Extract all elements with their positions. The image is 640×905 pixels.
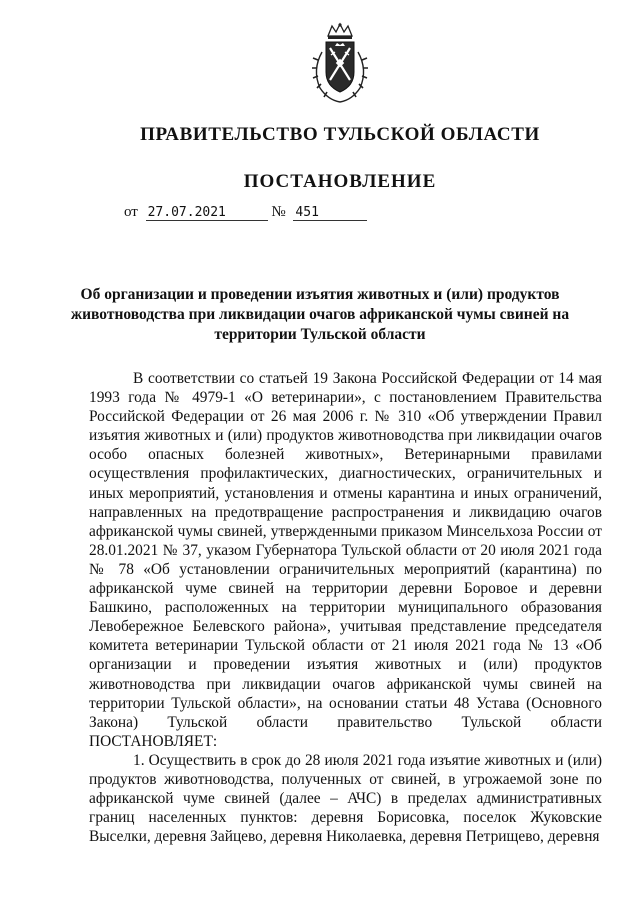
date-label: от bbox=[124, 204, 138, 220]
preamble-paragraph: В соответствии со статьей 19 Закона Российской Федерации от 14 мая 1993 года № 4979-1 «О ветеринарии», с постановлением Правительства Российской Федерации от 26 мая 2006 г. № 310 «Об утверждении Правил изъятия животных и (или) продуктов животноводства при ликвидации очагов особо опасных болезней животных», Ветеринарными правилами осуществления профилактических, диагностических, ограничительных и иных мероприятий, установления и отмены карантина и иных ограничений, направленных на предотвращение распространения и ликвидацию очагов африканской чумы свиней, утвержденными приказом Минсельхоза России от 28.01.2021 № 37, указом Губернатора Тульской области от 20 июля 2021 года № 78 «Об установлении ограничительных мероприятий (карантина) по африканской чуме свиней на территории деревни Боровое и деревни Башкино, расположенных на территории муниципального образования Левобережное Белевского района», учитывая представление председателя комитета ветеринарии Тульской области от 21 июля 2021 года № 13 «Об организации и проведении изъятия животных и (или) продуктов животноводства при ликвидации очагов африканской чумы свиней на территории Тульской области», на основании статьи 48 Устава (Основного Закона) Тульской области правительство Тульской области ПОСТАНОВЛЯЕТ: bbox=[89, 370, 602, 750]
number-value: 451 bbox=[293, 205, 367, 221]
date-value: 27.07.2021 bbox=[146, 205, 268, 221]
coat-of-arms-icon bbox=[308, 22, 372, 104]
number-label: № bbox=[271, 204, 286, 220]
date-number-line bbox=[124, 204, 367, 221]
item-1-paragraph: 1. Осуществить в срок до 28 июля 2021 года изъятие животных и (или) продуктов животноводства, полученных от свиней, в угрожаемой зоне по африканской чуме свиней (далее – АЧС) в пределах административных границ населенных пунктов: деревня Борисовка, поселок Жуковские Выселки, деревня Зайцево, деревня Николаевка, деревня Петрищево, деревня bbox=[89, 751, 602, 846]
document-type: ПОСТАНОВЛЕНИЕ bbox=[243, 171, 437, 192]
document-title: Об организации и проведении изъятия животных и (или) продуктов животноводства при ликвидации очагов африканской чумы свиней на территории Тульской области bbox=[70, 286, 570, 343]
document-body bbox=[89, 369, 602, 846]
organization-name: ПРАВИТЕЛЬСТВО ТУЛЬСКОЙ ОБЛАСТИ bbox=[140, 124, 540, 145]
